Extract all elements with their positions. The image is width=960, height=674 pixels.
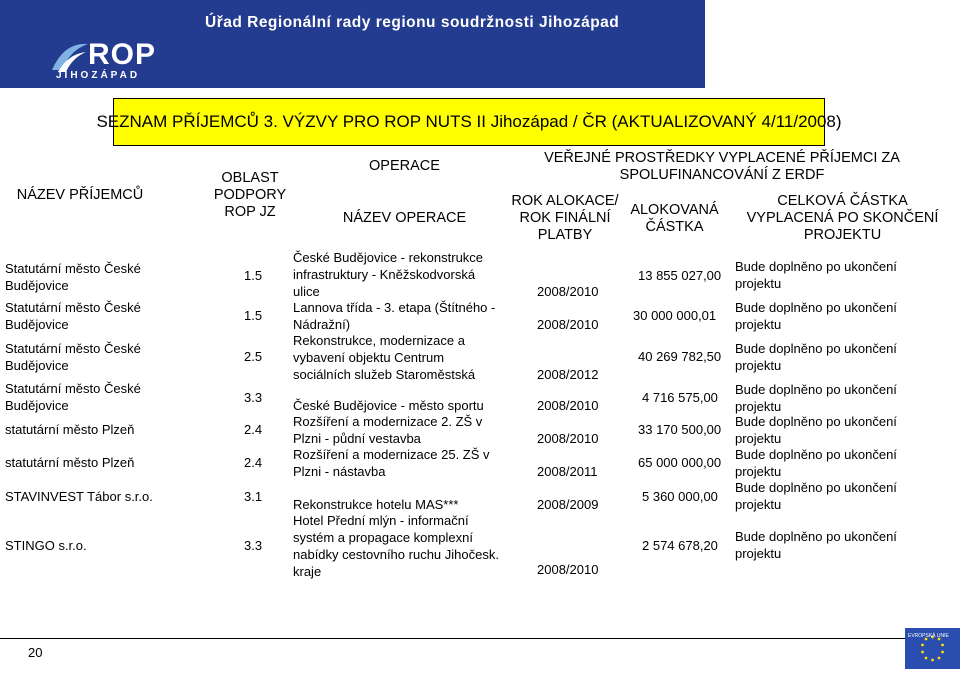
table-row-area: 1.5	[244, 308, 263, 323]
table-row-recipient: statutární město Plzeň	[5, 422, 135, 437]
table-row-area: 2.5	[244, 349, 263, 364]
col-year-header: ROK ALOKACE/ ROK FINÁLNÍ PLATBY	[511, 193, 619, 243]
table-row-allocated: 2 574 678,20	[642, 538, 718, 553]
table-row-allocated: 65 000 000,00	[638, 455, 722, 470]
table-row-year: 2008/2010	[537, 398, 599, 413]
footer-divider	[0, 638, 960, 639]
table-row-total: Bude doplněno po ukončení projektu	[735, 480, 897, 512]
table-row-year: 2008/2012	[537, 367, 599, 382]
table-row-allocated: 5 360 000,00	[642, 489, 718, 504]
table-row-allocated: 4 716 575,00	[642, 390, 718, 405]
table-row-recipient: STINGO s.r.o.	[5, 538, 87, 553]
table-row-operation: České Budějovice - město sportu	[293, 398, 484, 413]
table-row-area: 2.4	[244, 422, 263, 437]
table-row-recipient: statutární město Plzeň	[5, 455, 135, 470]
table-row-total: Bude doplněno po ukončení projektu	[735, 341, 897, 373]
table-row-allocated: 40 269 782,50	[638, 349, 722, 364]
logo-text: ROP	[88, 38, 157, 71]
page-title: SEZNAM PŘÍJEMCŮ 3. VÝZVY PRO ROP NUTS II Jihozápad / ČR (AKTUALIZOVANÝ 4/11/2008)	[113, 98, 825, 146]
logo-swoosh-icon	[50, 40, 90, 74]
table-row-recipient: Statutární město České Budějovice	[5, 261, 141, 293]
table-row-allocated: 13 855 027,00	[638, 268, 722, 283]
table-row-area: 3.3	[244, 538, 263, 553]
col-operation-group-header: OPERACE	[369, 158, 440, 174]
col-operation-name-header: NÁZEV OPERACE	[342, 210, 467, 226]
table-row-allocated: 30 000 000,01	[633, 308, 717, 323]
table-row-recipient: STAVINVEST Tábor s.r.o.	[5, 489, 153, 504]
table-row-area: 3.1	[244, 489, 263, 504]
table-row-year: 2008/2011	[537, 464, 598, 479]
col-area-header: OBLAST PODPORY ROP JZ	[213, 170, 287, 220]
table-row-total: Bude doplněno po ukončení projektu	[735, 414, 897, 446]
table-row-area: 1.5	[244, 268, 263, 283]
col-total-header: CELKOVÁ ČÁSTKA VYPLACENÁ PO SKONČENÍ PROJEKTU	[746, 193, 939, 243]
table-row-allocated: 33 170 500,00	[638, 422, 722, 437]
table-row-operation: Rozšíření a modernizace 2. ZŠ v Plzni - půdní vestavba	[293, 414, 483, 446]
col-recipient-header: NÁZEV PŘÍJEMCŮ	[16, 187, 144, 203]
logo-subtext: JIHOZÁPAD	[56, 70, 141, 81]
table-row-area: 2.4	[244, 455, 263, 470]
eu-label: EVROPSKÁ UNIE	[908, 633, 949, 639]
table-row-area: 3.3	[244, 390, 263, 405]
table-row-year: 2008/2010	[537, 431, 599, 446]
table-row-operation: Rekonstrukce, modernizace a vybavení objektu Centrum sociálních služeb Staroměstská	[293, 333, 476, 382]
banner-title: Úřad Regionální rady regionu soudržnosti Jihozápad	[205, 14, 620, 31]
table-row-operation: Hotel Přední mlýn - informační systém a propagace komplexní nabídky cestovního ruchu Jihočesk. kraje	[293, 513, 499, 579]
table-row-year: 2008/2010	[537, 317, 599, 332]
table-row-total: Bude doplněno po ukončení projektu	[735, 259, 897, 291]
col-public-funds-header: VEŘEJNÉ PROSTŘEDKY VYPLACENÉ PŘÍJEMCI ZA SPOLUFINANCOVÁNÍ Z ERDF	[544, 150, 900, 183]
table-row-year: 2008/2010	[537, 284, 599, 299]
table-row-recipient: Statutární město České Budějovice	[5, 381, 141, 413]
col-allocated-header: ALOKOVANÁ ČÁSTKA	[630, 202, 719, 235]
table-row-year: 2008/2010	[537, 562, 599, 577]
page-number: 20	[28, 645, 43, 660]
table-row-recipient: Statutární město České Budějovice	[5, 341, 141, 373]
header-banner	[0, 0, 705, 88]
table-row-operation: Rekonstrukce hotelu MAS***	[293, 497, 459, 512]
table-row-total: Bude doplněno po ukončení projektu	[735, 300, 897, 332]
table-row-operation: Lannova třída - 3. etapa (Štítného - Nádražní)	[293, 300, 496, 332]
table-row-total: Bude doplněno po ukončení projektu	[735, 447, 897, 479]
table-row-total: Bude doplněno po ukončení projektu	[735, 382, 897, 414]
table-row-total: Bude doplněno po ukončení projektu	[735, 529, 897, 561]
table-row-operation: Rozšíření a modernizace 25. ZŠ v Plzni - nástavba	[293, 447, 490, 479]
table-row-operation: České Budějovice - rekonstrukce infrastruktury - Kněžskodvorská ulice	[293, 250, 484, 299]
rop-logo	[48, 36, 178, 86]
table-row-recipient: Statutární město České Budějovice	[5, 300, 141, 332]
table-row-year: 2008/2009	[537, 497, 599, 512]
